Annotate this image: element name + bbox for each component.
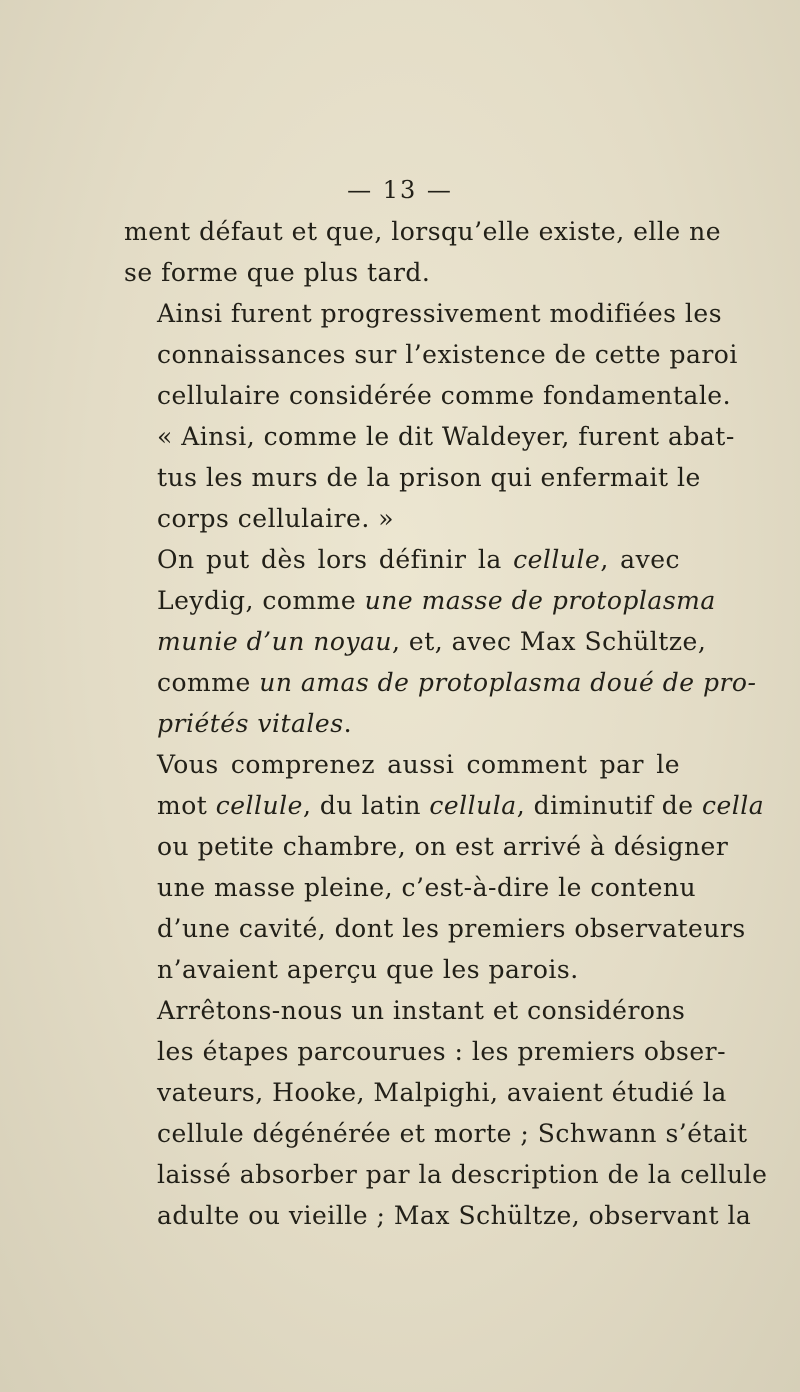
italic-term: une masse de protoplasma	[364, 586, 716, 615]
text-line: se forme que plus tard.	[124, 258, 431, 287]
text-line: n’avaient aperçu que les parois.	[157, 955, 579, 984]
italic-term: cellule	[513, 545, 601, 574]
text-line: ment défaut et que, lorsqu’elle existe, elle ne	[124, 217, 722, 246]
text-run: comme	[157, 668, 260, 697]
text-run: , et, avec Max Schültze,	[392, 627, 707, 656]
text-line: Vous comprenez aussi comment par le	[157, 750, 680, 779]
text-line: « Ainsi, comme le dit Waldeyer, furent abat-	[157, 422, 735, 451]
text-run: Leydig, comme	[157, 586, 365, 615]
text-run: mot	[157, 791, 216, 820]
text-line: corps cellulaire. »	[157, 504, 395, 533]
text-run: , du latin	[302, 791, 430, 820]
text-line: une masse pleine, c’est-à-dire le contenu	[157, 873, 697, 902]
italic-term: priétés vitales	[157, 709, 344, 738]
text-line	[124, 662, 757, 703]
text-line: d’une cavité, dont les premiers observateurs	[157, 914, 746, 943]
text-line: laissé absorber par la description de la cellule	[157, 1160, 768, 1189]
italic-term: cellule	[215, 791, 303, 820]
text-line: connaissances sur l’existence de cette paroi	[157, 340, 738, 369]
text-line	[124, 580, 716, 621]
text-line	[124, 539, 680, 580]
text-line: cellulaire considérée comme fondamentale.	[157, 381, 732, 410]
text-line: Ainsi furent progressivement modifiées les	[157, 299, 723, 328]
text-line: ou petite chambre, on est arrivé à désigner	[157, 832, 729, 861]
text-line: vateurs, Hooke, Malpighi, avaient étudié la	[157, 1078, 727, 1107]
italic-term: un amas de protoplasma doué de pro-	[259, 668, 757, 697]
paragraph-2	[124, 293, 738, 539]
paragraph-4	[124, 744, 765, 990]
text-line	[124, 621, 707, 662]
text-line: cellule dégénérée et morte ; Schwann s’était	[157, 1119, 748, 1148]
text-line	[124, 785, 765, 826]
text-line: tus les murs de la prison qui enfermait le	[157, 463, 701, 492]
paragraph-1	[124, 211, 722, 293]
paragraph-5	[124, 990, 768, 1236]
text-run: On put dès lors définir la	[157, 545, 514, 574]
page-number-header: — 13 —	[347, 176, 453, 204]
text-line: les étapes parcourues : les premiers obser-	[157, 1037, 727, 1066]
text-run: .	[343, 709, 353, 738]
paragraph-3	[124, 539, 757, 744]
text-line: adulte ou vieille ; Max Schültze, observant la	[157, 1201, 752, 1230]
italic-term: cella	[701, 791, 765, 820]
body-text	[124, 211, 768, 1236]
text-run: , avec	[600, 545, 680, 574]
italic-term: cellula	[429, 791, 517, 820]
text-line	[124, 703, 680, 744]
italic-term: munie d’un noyau	[157, 627, 393, 656]
text-line: Arrêtons-nous un instant et considérons	[157, 996, 686, 1025]
text-run: , diminutif de	[516, 791, 702, 820]
